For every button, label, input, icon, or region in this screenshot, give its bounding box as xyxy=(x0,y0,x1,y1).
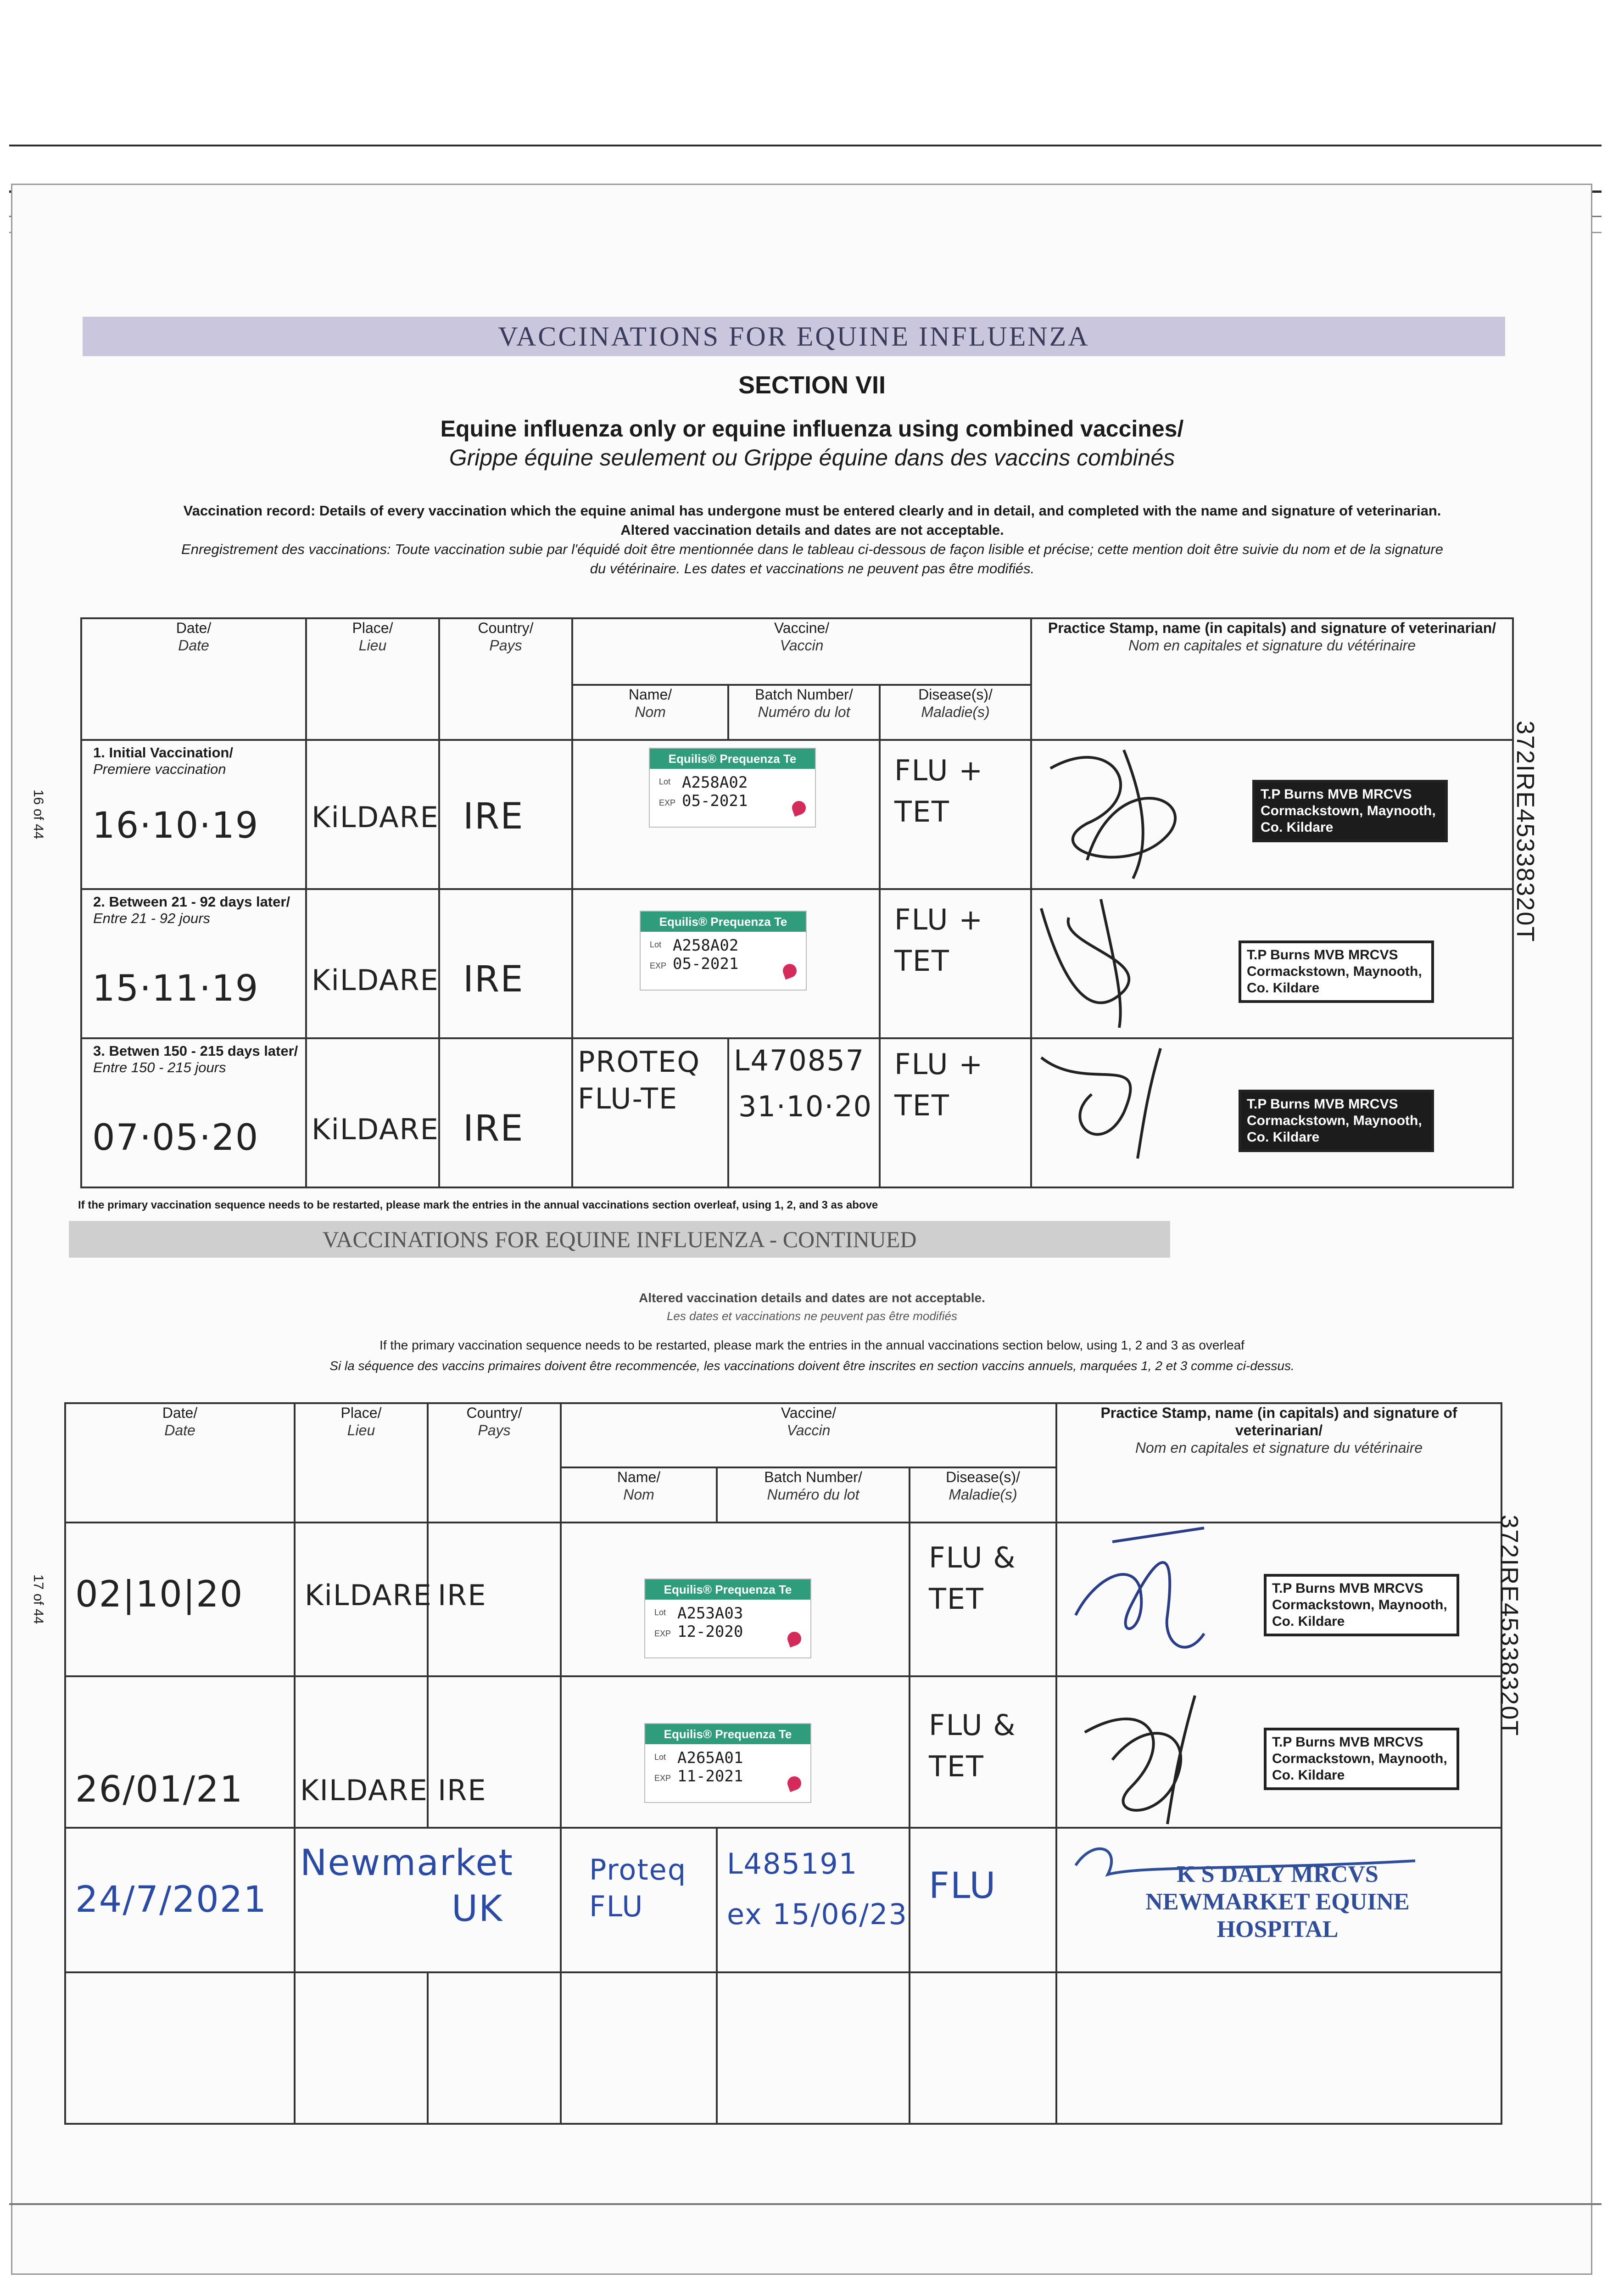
disease-cell: FLU xyxy=(910,1828,1056,1972)
record-fr: Enregistrement des vaccinations: Toute vaccination subie par l'équidé doit être mentionnée dans le tableau ci-dessous de façon lisible et précise; cette mention doit être suivie du nom et de la signature xyxy=(181,541,1443,557)
name-cell: PROTEQ FLU-TE xyxy=(572,1038,728,1187)
side-code-lower: 372IRE45338320T xyxy=(1496,1515,1523,1737)
row-label: 2. Between 21 - 92 days later/ Entre 21 - 92 jours 15·11·19 xyxy=(81,889,306,1038)
header-batch: Batch Number/ Numéro du lot xyxy=(717,1467,910,1523)
disease-cell: FLU & TET xyxy=(910,1676,1056,1828)
page-number-lower: 17 of 44 xyxy=(31,1574,46,1624)
date-cell: 02|10|20 xyxy=(65,1523,295,1676)
vet-stamp: T.P Burns MVB MRCVS Cormackstown, Maynooth, Co. Kildare xyxy=(1239,940,1434,1003)
continued-banner: VACCINATIONS FOR EQUINE INFLUENZA - CONTINUED xyxy=(69,1221,1170,1258)
row-label: 3. Betwen 150 - 215 days later/ Entre 150 - 215 jours 07·05·20 xyxy=(81,1038,306,1187)
annual-vaccination-table xyxy=(64,1402,1502,2125)
header-name: Name/ Nom xyxy=(561,1467,717,1523)
header-date: Date/ Date xyxy=(65,1403,295,1523)
signature-icon xyxy=(1032,1039,1216,1186)
signature-icon xyxy=(1032,890,1216,1037)
subtitle-fr: Grippe équine seulement ou Grippe équine dans des vaccins combinés xyxy=(449,445,1175,470)
header-date: Date/ Date xyxy=(81,618,306,740)
vaccine-sticker: Equilis® Prequenza Te Lot EXP A258A02 05-2021 xyxy=(640,911,807,991)
empty-cell xyxy=(295,1972,428,2124)
ks-daly-stamp: K S DALY MRCVS NEWMARKET EQUINE HOSPITAL xyxy=(1145,1861,1410,1942)
place-cell: KiLDARE xyxy=(306,1038,439,1187)
table-row xyxy=(81,889,1513,1038)
disease-cell: FLU + TET xyxy=(880,1038,1031,1187)
header-disease: Disease(s)/ Maladie(s) xyxy=(910,1467,1056,1523)
place-cell: KiLDARE xyxy=(295,1523,428,1676)
vet-stamp: T.P Burns MVB MRCVS Cormackstown, Maynooth, Co. Kildare xyxy=(1252,780,1448,842)
empty-cell xyxy=(65,1972,295,2124)
header-stamp: Practice Stamp, name (in capitals) and signature of veterinarian/ Nom en capitales et signature du vétérinaire xyxy=(1031,618,1513,740)
record-fr-2: du vétérinaire. Les dates et vaccinations ne peuvent pas être modifiés. xyxy=(590,560,1035,577)
section-banner xyxy=(83,317,1505,356)
signature-icon xyxy=(1032,741,1216,888)
vaccine-sticker: Equilis® Prequenza Te Lot EXP A265A01 11-2021 xyxy=(644,1723,811,1803)
row-label: 1. Initial Vaccination/ Premiere vaccination 16·10·19 xyxy=(81,740,306,889)
empty-cell xyxy=(717,1972,910,2124)
vaccine-sticker-cell xyxy=(572,889,880,1038)
batch-cell: L470857 31·10·20 xyxy=(728,1038,880,1187)
stamp-cell xyxy=(1056,1676,1501,1828)
header-country: Country/ Pays xyxy=(439,618,572,740)
place-cell: KILDARE xyxy=(295,1676,428,1828)
stamp-cell xyxy=(1056,1828,1501,1972)
date-value: 16·10·19 xyxy=(92,805,259,846)
side-code-upper: 372IRE45338320T xyxy=(1512,721,1539,943)
vet-stamp: T.P Burns MVB MRCVS Cormackstown, Maynooth, Co. Kildare xyxy=(1264,1574,1459,1636)
vet-stamp: T.P Burns MVB MRCVS Cormackstown, Maynooth, Co. Kildare xyxy=(1264,1728,1459,1790)
empty-cell xyxy=(561,1972,717,2124)
country-cell: IRE xyxy=(439,889,572,1038)
empty-cell xyxy=(1056,1972,1501,2124)
place-cell: KiLDARE xyxy=(306,889,439,1038)
header-place: Place/ Lieu xyxy=(295,1403,428,1523)
disease-cell: FLU & TET xyxy=(910,1523,1056,1676)
country-cell: IRE xyxy=(428,1523,561,1676)
header-stamp: Practice Stamp, name (in capitals) and signature of veterinarian/ Nom en capitales et signature du vétérinaire xyxy=(1056,1403,1501,1523)
country-cell: IRE xyxy=(439,1038,572,1187)
page-number-upper: 16 of 44 xyxy=(31,789,46,840)
vaccine-sticker: Equilis® Prequenza Te Lot EXP A258A02 05-2021 xyxy=(649,748,816,828)
header-country: Country/ Pays xyxy=(428,1403,561,1523)
table-row xyxy=(81,740,1513,889)
signature-icon xyxy=(1057,1677,1250,1829)
altered-note-fr: Les dates et vaccinations ne peuvent pas être modifiés xyxy=(666,1309,958,1323)
banner-title: VACCINATIONS FOR EQUINE INFLUENZA xyxy=(498,321,1090,352)
disease-cell: FLU + TET xyxy=(880,740,1031,889)
country-cell: IRE xyxy=(439,740,572,889)
header-name: Name/ Nom xyxy=(572,685,728,740)
stamp-cell xyxy=(1031,1038,1513,1187)
restart-note-lower-fr: Si la séquence des vaccins primaires doivent être recommencée, les vaccinations doivent être inscrites en section vaccins annuels, marquées 1, 2 et 3 comme ci-dessus. xyxy=(329,1359,1295,1373)
date-cell: 24/7/2021 xyxy=(65,1828,295,1972)
table-row xyxy=(81,1038,1513,1187)
altered-note: Altered vaccination details and dates are not acceptable. xyxy=(639,1291,985,1305)
restart-note: If the primary vaccination sequence needs to be restarted, please mark the entries in the annual vaccinations section overleaf, using 1, 2, and 3 as above xyxy=(78,1199,878,1211)
table-row xyxy=(65,1676,1501,1828)
vaccine-sticker-cell xyxy=(561,1523,910,1676)
stamp-cell xyxy=(1031,889,1513,1038)
batch-cell: L485191 ex 15/06/23 xyxy=(717,1828,910,1972)
name-cell: Proteq FLU xyxy=(561,1828,717,1972)
date-value: 15·11·19 xyxy=(92,968,259,1009)
vaccine-sticker-cell xyxy=(561,1676,910,1828)
vaccine-sticker: Equilis® Prequenza Te Lot EXP A253A03 12-2020 xyxy=(644,1579,811,1658)
section-title: SECTION VII xyxy=(738,371,886,399)
date-value: 07·05·20 xyxy=(92,1117,259,1159)
place-cell: KiLDARE xyxy=(306,740,439,889)
primary-vaccination-table xyxy=(80,617,1514,1188)
signature-icon xyxy=(1057,1523,1250,1675)
header-vaccine: Vaccine/ Vaccin xyxy=(572,618,1031,685)
stamp-cell xyxy=(1056,1523,1501,1676)
vet-stamp: T.P Burns MVB MRCVS Cormackstown, Maynooth, Co. Kildare xyxy=(1239,1090,1434,1152)
empty-cell xyxy=(910,1972,1056,2124)
empty-cell xyxy=(428,1972,561,2124)
table-row xyxy=(65,1972,1501,2124)
table-row xyxy=(65,1828,1501,1972)
date-cell: 26/01/21 xyxy=(65,1676,295,1828)
header-vaccine: Vaccine/ Vaccin xyxy=(561,1403,1056,1467)
disease-cell: FLU + TET xyxy=(880,889,1031,1038)
table-row xyxy=(65,1523,1501,1676)
country-cell: IRE xyxy=(428,1676,561,1828)
header-batch: Batch Number/ Numéro du lot xyxy=(728,685,880,740)
record-en: Vaccination record: Details of every vaccination which the equine animal has undergone must be entered clearly and in detail, and completed with the name and signature of veterinarian. xyxy=(183,503,1441,519)
restart-note-lower: If the primary vaccination sequence needs to be restarted, please mark the entries in the annual vaccinations section below, using 1, 2 and 3 as overleaf xyxy=(379,1338,1245,1352)
vaccine-sticker-cell xyxy=(572,740,880,889)
record-en-2: Altered vaccination details and dates are not acceptable. xyxy=(620,522,1004,538)
place-cell: Newmarket UK xyxy=(295,1828,561,1972)
stamp-cell xyxy=(1031,740,1513,889)
subtitle-en: Equine influenza only or equine influenza using combined vaccines/ xyxy=(440,416,1184,442)
header-place: Place/ Lieu xyxy=(306,618,439,740)
header-disease: Disease(s)/ Maladie(s) xyxy=(880,685,1031,740)
